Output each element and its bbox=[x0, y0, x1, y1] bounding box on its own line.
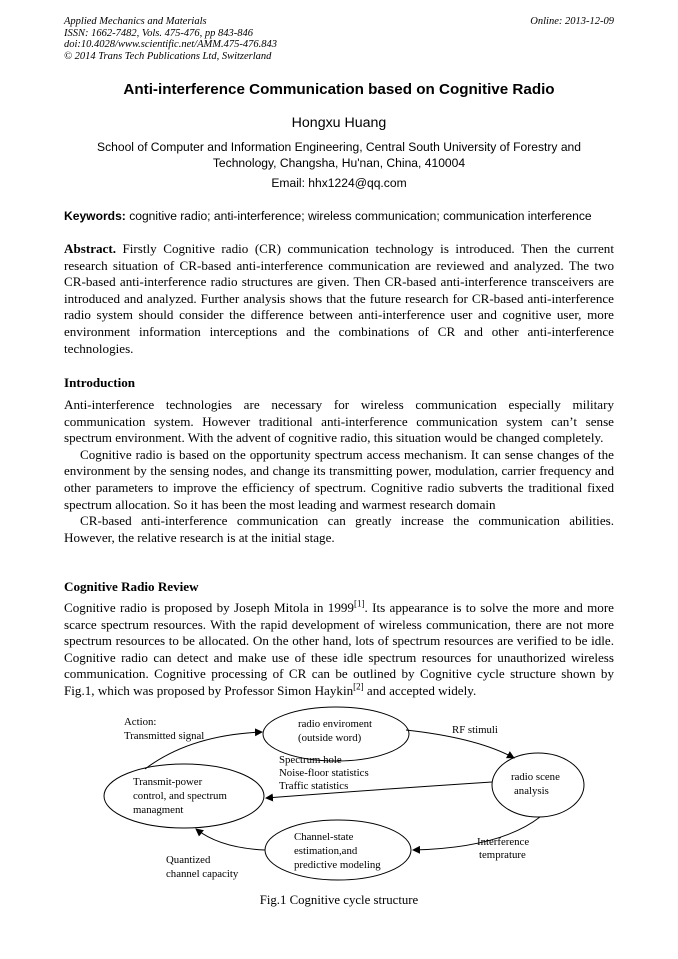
review-text-2: . Its appearance is to solve the more and more scarce spectrum resources. With the rapid development of wireless communication, there are not more spectrum resources to be allocated. On the other hand, lots of spectrum resources are verified to be idle. Cognitive radio can detect and make use of these idle spectrum resources for unauthorized wireless communication. Cognitive processing of CR can be outlined by Cognitive cycle structure shown by Fig.1, which was proposed by Professor Simon Haykin bbox=[64, 600, 614, 698]
quantized-label-1: Quantized bbox=[166, 854, 211, 866]
keywords bbox=[64, 209, 616, 223]
env-label-1: radio enviroment bbox=[298, 718, 373, 730]
figure-caption: Fig.1 Cognitive cycle structure bbox=[259, 893, 419, 907]
quantized-label-2: channel capacity bbox=[166, 868, 239, 880]
introduction-body bbox=[64, 397, 614, 546]
interference-label-2: temprature bbox=[479, 849, 526, 861]
channel-label-2: estimation,and bbox=[294, 845, 358, 857]
rf-stimuli-label: RF stimuli bbox=[452, 724, 498, 736]
transmit-label-3: managment bbox=[133, 804, 184, 816]
author-email: Email: hhx1224@qq.com bbox=[271, 176, 407, 190]
interference-label-1: Interference bbox=[477, 836, 530, 848]
author-name: Hongxu Huang bbox=[291, 115, 387, 131]
traffic-statistics-label: Traffic statistics bbox=[279, 780, 349, 792]
keywords-text: cognitive radio; anti-interference; wireless communication; communication interference bbox=[125, 209, 592, 223]
doi-line: doi:10.4028/www.scientific.net/AMM.475-476.843 bbox=[64, 39, 277, 51]
scene-label-2: analysis bbox=[514, 785, 549, 797]
issn-line: ISSN: 1662-7482, Vols. 475-476, pp 843-846 bbox=[64, 27, 253, 39]
spectrum-hole-label: Spectrum hole bbox=[279, 754, 342, 766]
channel-label-3: predictive modeling bbox=[294, 859, 381, 871]
review-text-3: and accepted widely. bbox=[363, 682, 477, 698]
introduction-heading: Introduction bbox=[64, 375, 136, 390]
citation-2: [2] bbox=[353, 681, 364, 692]
noise-floor-label: Noise-floor statistics bbox=[279, 767, 369, 779]
journal-name: Applied Mechanics and Materials bbox=[64, 16, 207, 27]
paper-title: Anti-interference Communication based on Cognitive Radio bbox=[123, 81, 555, 98]
arrow-channel-to-transmit bbox=[196, 829, 265, 850]
citation-1: [1] bbox=[353, 598, 365, 609]
action-label-2: Transmitted signal bbox=[124, 730, 205, 742]
affiliation-line-1: School of Computer and Information Engineering, Central South University of Forestry and bbox=[97, 140, 581, 154]
online-date: Online: 2013-12-09 bbox=[530, 16, 614, 27]
journal-header bbox=[64, 16, 277, 62]
channel-label-1: Channel-state bbox=[294, 831, 354, 843]
action-label-1: Action: bbox=[124, 716, 157, 728]
review-heading: Cognitive Radio Review bbox=[64, 579, 199, 594]
affiliation-line-2: Technology, Changsha, Hu'nan, China, 410004 bbox=[212, 156, 466, 170]
intro-paragraph-2: Cognitive radio is based on the opportunity spectrum access mechanism. It can sense changes of the environment by the sensing nodes, and change its transmitting power, modulation, carrier frequency and other parameters to improve the efficiency of spectrum. Cognitive radio subverts the traditional fixed spectrum allocation. So it has been the most leading and warmest research domain bbox=[64, 446, 614, 512]
cognitive-cycle-diagram bbox=[0, 700, 678, 900]
intro-paragraph-1: Anti-interference technologies are necessary for wireless communication especially military communication system. However traditional anti-interference communication system can’t sense spectrum environment. With the advent of cognitive radio, this situation would be changed completely. bbox=[64, 397, 614, 446]
env-label-2: (outside word) bbox=[298, 732, 362, 744]
keywords-label: Keywords: bbox=[64, 209, 126, 223]
abstract-text: Firstly Cognitive radio (CR) communication technology is introduced. Then the current research situation of CR-based anti-interference communication are reviewed and analyzed. The two CR-based anti-interference radio structures are given. Then CR-based anti-interference transceivers are introduced and analyzed. Further analysis shows that the future research for CR-based anti-interference radio system should consider the difference between anti-interference user and cognitive user, more environment information interceptions and the combinations of CR and other anti-interference technologies. bbox=[64, 241, 614, 356]
transmit-label-2: control, and spectrum bbox=[133, 790, 227, 802]
transmit-label-1: Transmit-power bbox=[133, 776, 203, 788]
abstract-label: Abstract. bbox=[64, 241, 116, 256]
affiliation bbox=[70, 139, 608, 171]
abstract bbox=[64, 241, 614, 357]
copyright-line: © 2014 Trans Tech Publications Ltd, Switzerland bbox=[64, 50, 272, 62]
review-text-1: Cognitive radio is proposed by Joseph Mitola in 1999 bbox=[64, 600, 354, 615]
intro-paragraph-3: CR-based anti-interference communication can greatly increase the communication abilities. However, the relative research is at the initial stage. bbox=[64, 513, 614, 545]
review-paragraph bbox=[64, 600, 614, 700]
scene-label-1: radio scene bbox=[511, 771, 560, 783]
